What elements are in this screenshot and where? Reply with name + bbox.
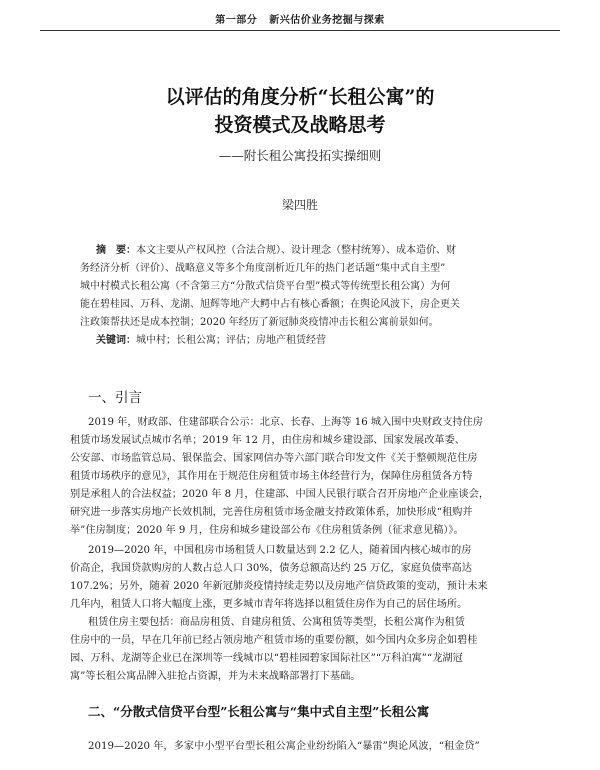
body-line: 园、万科、龙湖等企业已在深圳等一线城市以“碧桂园碧家国际社区”“万科泊寓”“龙湖冠 xyxy=(70,653,463,664)
body-line: 几年内，租赁人口将大幅度上涨，更多城市青年将选择以租赁住房作为自己的居住场所。 xyxy=(70,599,468,610)
article-title-line-1: 以评估的角度分析“长租公寓”的 xyxy=(165,86,435,108)
body-line: 租赁市场秩序的意见》，其作用在于规范住房租赁市场主体经营行为，保障住房租赁各方特 xyxy=(70,471,473,482)
body-line: 2019 年，财政部、住建部联合公示：北京、长春、上海等 16 城入围中央财政支持住房 xyxy=(88,417,483,428)
abstract-line: 务经济分析（评价）、战略意义等多个角度剖析近几年的热门老话题“集中式自主型” xyxy=(80,263,446,274)
keywords-label: 关键词： xyxy=(96,335,136,346)
abstract-label: 摘 要： xyxy=(96,245,136,256)
body-line: 价高企，我国贷款购房的人数占总人口 30%，债务总额高达约 25 万亿，家庭负债率高达 xyxy=(70,563,472,574)
body-line: 租赁住房主要包括：商品房租赁、自建房租赁、公寓租赁等类型，长租公寓作为租赁 xyxy=(88,617,465,628)
body-line: 107.2%；另外，随着 2020 年新冠肺炎疫情持续走势以及房地产信贷政策的变动，预计未来 xyxy=(70,581,488,592)
section-2-heading: 二、“分散式信贷平台型”长租公寓与“集中式自主型”长租公寓 xyxy=(88,704,430,719)
body-line: 举”住房制度；2020 年 9 月，住房和城乡建设部公布《住房租赁条例（征求意见稿）》。 xyxy=(70,525,464,536)
running-header-part: 第一部分 xyxy=(215,15,258,26)
article-author: 梁四胜 xyxy=(281,198,318,212)
body-line: 2019—2020 年，中国租房市场租赁人口数量达到 2.2 亿人，随着国内核心城市的房 xyxy=(88,545,472,556)
body-line: 研究进一步落实房地产长效机制，完善住房租赁市场金融支持政策体系，加快形成“租购并 xyxy=(70,507,473,518)
article-title-line-2: 投资模式及战略思考 xyxy=(214,114,386,136)
body-line: 租赁市场发展试点城市名单；2019 年 12 月，由住房和城乡建设部、国家发展改革委、 xyxy=(70,435,465,446)
keywords-line xyxy=(96,332,536,350)
running-header-section: 新兴估价业务挖掘与探索 xyxy=(269,15,385,26)
body-line: 别是承租人的合法权益；2020 年 8 月，住建部、中国人民银行联合召开房地产企业座谈会， xyxy=(70,489,490,500)
body-line: 住房中的一员，早在几年前已经占领房地产租赁市场的重要份额，如今国内众多房企如碧桂 xyxy=(70,635,478,646)
section-1-heading: 一、引言 xyxy=(88,390,142,406)
body-line: 寓”等长租公寓品牌入驻抢占资源，并为未来战略部署打下基础。 xyxy=(70,671,361,682)
body-line: 2019—2020 年，多家中小型平台型长租公寓企业纷纷陷入“暴雷”舆论风波，“租金贷” xyxy=(88,741,480,752)
abstract-line: 摘 要：本文主要从产权风控（合法合规）、设计理念（整村统筹）、成本造价、财 xyxy=(96,245,456,256)
body-line: 公安部、市场监管总局、银保监会、国家网信办等六部门联合印发文件《关于整顿规范住房 xyxy=(70,453,478,464)
keywords-text: 城中村；长租公寓；评估；房地产租赁经营 xyxy=(136,335,326,346)
abstract-line: 注政策帮扶还是成本控制；2020 年经历了新冠肺炎疫情冲击长租公寓前景如何。 xyxy=(80,317,439,328)
abstract-line: 能在碧桂园、万科、龙湖、旭辉等地产大鳄中占有核心番额；在舆论风波下，房企更关 xyxy=(80,299,460,310)
running-header xyxy=(0,11,600,26)
article-subtitle: ——附长租公寓投拓实操细则 xyxy=(218,148,382,163)
abstract-line: 城中村模式长租公寓（不含第三方“分散式信贷平台型”模式等传统型长租公寓）为何 xyxy=(80,281,451,292)
header-rule xyxy=(40,30,560,31)
